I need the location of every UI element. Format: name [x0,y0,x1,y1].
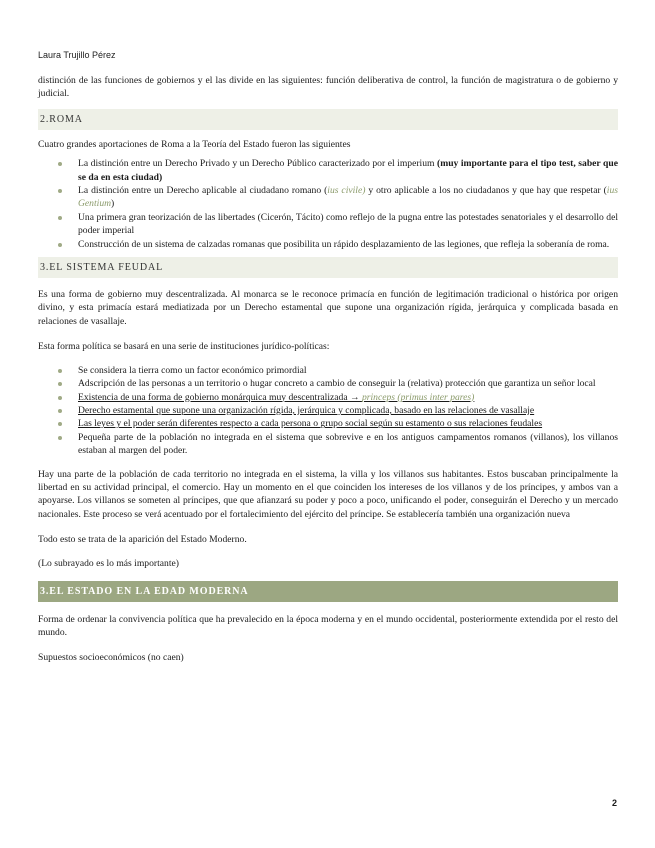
bullet-icon [58,382,62,386]
feudal-paragraph-1: Es una forma de gobierno muy descentralizada. Al monarca se le reconoce primacía en función de legitimación tradicional o histórica por origen divino, y esta primacía estará mediatizada por un Derecho estamental que supone una organización rígida, jerárquica y complicada basada en relaciones de vasallaje. [38,289,618,327]
section-heading-roma: 2.ROMA [38,109,618,130]
bullet-icon [58,162,62,166]
roma-list [38,157,618,251]
bullet-icon [58,396,62,400]
list-item: Las leyes y el poder serán diferentes respecto a cada persona o grupo social según su estamento o sus relaciones feudales [38,417,618,430]
feudal-paragraph-4: Todo esto se trata de la aparición del Estado Moderno. [38,534,247,546]
feudal-paragraph-2: Esta forma política se basará en una serie de instituciones jurídico-políticas: [38,341,330,353]
feudal-paragraph-3: Hay una parte de la población de cada territorio no integrada en el sistema, la villa y los villanos sus habitantes. Estos buscaban principalmente la libertad en su actividad principal, el comercio. Hay un momento en el que coinciden los intereses de los villanos y de los príncipes, y ambos van a apoyarse. Los villanos se someten al príncipes, que que afianzará su poder y poco a poco, unificando el poder, conseguirán el Derecho y un mercado nacionales. Este proceso se verá acentuado por el fortalecimiento del ejército del príncipe. Se establecería también una organización nueva [38,468,618,520]
list-item: Se considera la tierra como un factor económico primordial [38,364,618,377]
moderna-paragraph-1: Forma de ordenar la convivencia política que ha prevalecido en la época moderna y en el mundo occidental, posteriormente extendida por el resto del mundo. [38,613,618,639]
list-item: La distinción entre un Derecho aplicable al ciudadano romano (ius civile) y otro aplicable a los no ciudadanos y que hay que respetar (ius Gentium) [38,184,618,211]
list-item: Una primera gran teorización de las libertades (Cicerón, Tácito) como reflejo de la pugna entre las potestades senatoriales y el desarrollo del poder imperial [38,211,618,238]
list-item: Existencia de una forma de gobierno monárquica muy descentralizada → princeps (primus inter pares) [38,391,618,404]
bullet-icon [58,369,62,373]
roma-lead: Cuatro grandes aportaciones de Roma a la Teoría del Estado fueron las siguientes [38,138,351,150]
list-item: Pequeña parte de la población no integrada en el sistema que sobrevive e en los antiguos campamentos romanos (villanos), los villanos estaban al margen del poder. [38,431,618,458]
moderna-paragraph-2: Supuestos socioeconómicos (no caen) [38,651,184,663]
bullet-icon [58,189,62,193]
section-heading-moderna: 3.EL ESTADO EN LA EDAD MODERNA [38,581,618,602]
bullet-icon [58,422,62,426]
bullet-icon [58,436,62,440]
list-item: Construcción de un sistema de calzadas romanas que posibilita un rápido desplazamiento de las legiones, que refleja la soberanía de roma. [38,238,618,251]
page-content [38,74,618,664]
list-item: La distinción entre un Derecho Privado y un Derecho Público caracterizado por el imperium (muy importante para el tipo test, saber que se da en esta ciudad) [38,157,618,184]
bullet-icon [58,243,62,247]
list-item: Derecho estamental que supone una organización rígida, jerárquica y complicada, basado en las relaciones de vasallaje [38,404,618,417]
feudal-list [38,364,618,458]
page-number: 2 [611,798,617,808]
intro-paragraph: distinción de las funciones de gobiernos y el las divide en las siguientes: función deliberativa de control, la función de magistratura o de gobierno y judicial. [38,75,618,100]
bullet-icon [58,216,62,220]
section-heading-feudal: 3.EL SISTEMA FEUDAL [38,257,618,278]
list-item: Adscripción de las personas a un territorio o hugar concreto a cambio de conseguir la (relativa) protección que garantiza un señor local [38,377,618,390]
bullet-icon [58,409,62,413]
feudal-paragraph-5: (Lo subrayado es lo más importante) [38,557,179,569]
author-name: Laura Trujillo Pérez [38,50,116,60]
